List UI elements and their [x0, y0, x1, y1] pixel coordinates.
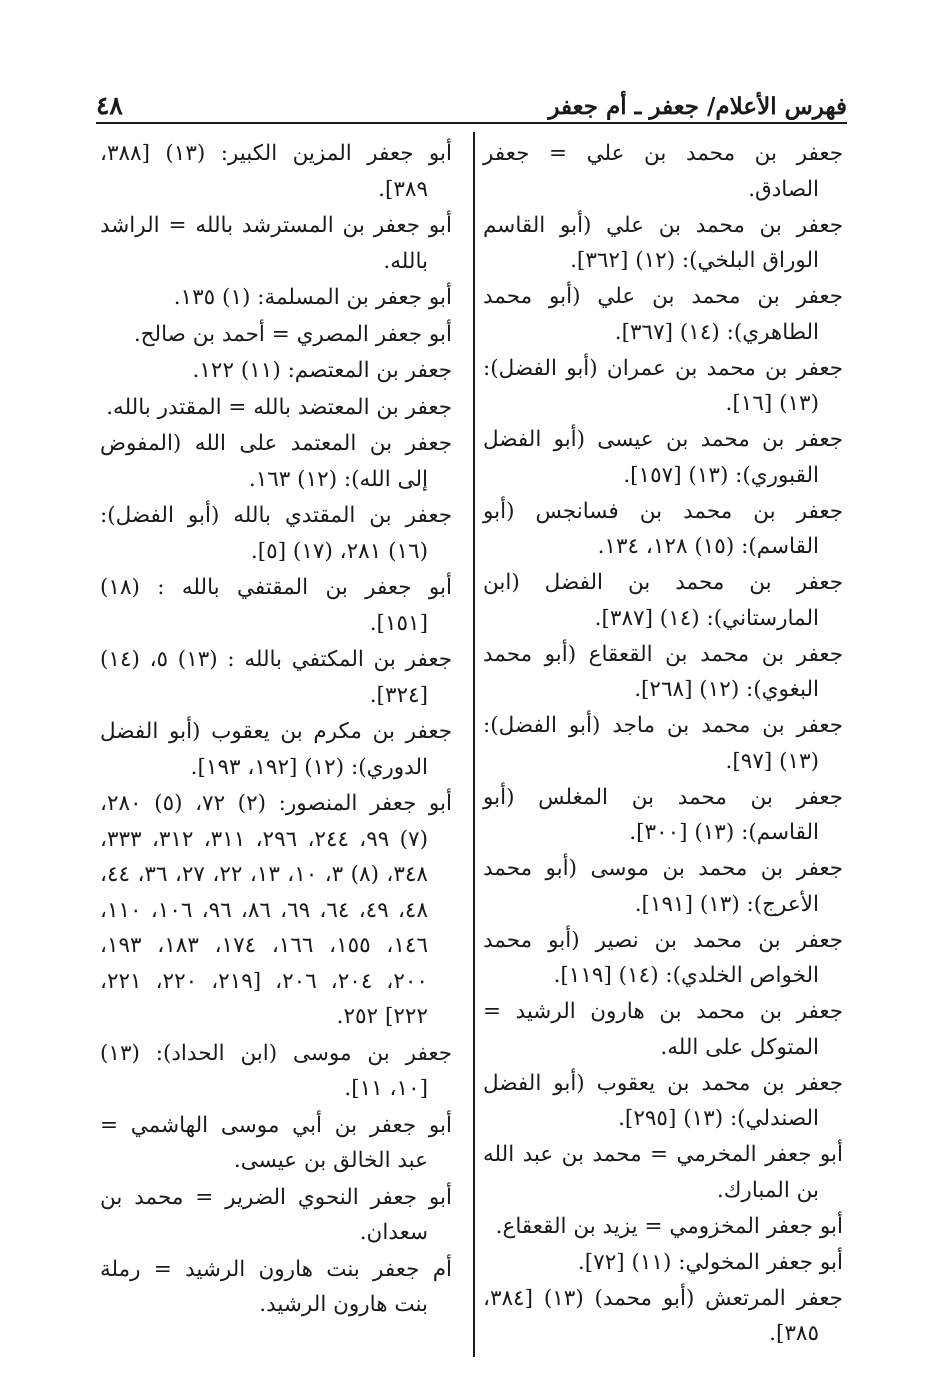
column-divider: [473, 132, 475, 1357]
index-entry: جعفر بن محمد بن علي = جعفر الصادق.: [483, 141, 843, 202]
index-entry: أبو جعفر بن أبي موسى الهاشمي = عبد الخالق بن عيسى.: [100, 1112, 452, 1173]
index-entry: جعفر بن محمد بن يعقوب (أبو الفضل الصندلي): (١٣) [٢٩٥].: [483, 1070, 843, 1131]
index-entry: أبو جعفر المخرمي = محمد بن عبد الله بن المبارك.: [483, 1142, 843, 1203]
index-entry: أبو جعفر بن المسلمة: (١) ١٣٥.: [173, 285, 452, 310]
index-entry: أبو جعفر المخزومي = يزيد بن القعقاع.: [495, 1213, 843, 1239]
index-entry: أم جعفر بنت هارون الرشيد = رملة بنت هارون الرشيد.: [100, 1256, 452, 1317]
index-entry: جعفر بن مكرم بن يعقوب (أبو الفضل الدوري): (١٢) [١٩٢، ١٩٣].: [100, 719, 452, 780]
index-entry: جعفر بن محمد بن ماجد (أبو الفضل): (١٣) [٩٧].: [483, 713, 843, 774]
index-entry: أبو جعفر المصري = أحمد بن صالح.: [133, 321, 452, 347]
index-entry: أبو جعفر المخولي: (١١) [٧٢].: [577, 1249, 843, 1275]
index-entry: جعفر بن محمد بن القعقاع (أبو محمد البغوي): (١٢) [٢٦٨].: [483, 641, 843, 702]
index-entry: جعفر بن محمد بن عيسى (أبو الفضل القبوري): (١٣) [١٥٧].: [483, 427, 843, 488]
index-entry: جعفر بن محمد بن عمران (أبو الفضل): (١٣) [١٦].: [483, 355, 843, 416]
index-entry: جعفر بن محمد بن فسانجس (أبو القاسم): (١٥) ١٢٨، ١٣٤.: [483, 498, 843, 559]
index-entry: أبو جعفر المنصور: (٢) ٧٢، (٥) ٢٨٠، (٧) ٩٩، ٢٤٤، ٢٩٦، ٣١١، ٣١٢، ٣٣٣، ٣٤٨، (٨) ٣، ١٠، ١٣، ٢٢، ٢٧، ٣٦، ٤٤، ٤٨، ٤٩، ٦٤، ٦٩، ٨٦، ٩٦، ١٠٦، ١١٠، ١٤٦، ١٥٥، ١٦٦، ١٧٤، ١٨٣، ١٩٣، ٢٠٠، ٢٠٤، ٢٠٦، [٢١٩، ٢٢٠، ٢٢١، ٢٢٢] ٢٥٢.: [100, 791, 452, 1029]
index-entry: جعفر بن محمد بن الفضل (ابن المارستاني): (١٤) [٣٨٧].: [483, 570, 843, 631]
left-column: [100, 136, 452, 1324]
index-entry: أبو جعفر المزين الكبير: (١٣) [٣٨٨، ٣٨٩].: [100, 141, 452, 202]
index-entry: أبو جعفر بن المسترشد بالله = الراشد بالله.: [100, 213, 452, 274]
index-entry: جعفر المرتعش (أبو محمد) (١٣) [٣٨٤، ٣٨٥].: [483, 1285, 843, 1346]
index-entry: جعفر بن محمد بن علي (أبو القاسم الوراق البلخي): (١٢) [٣٦٢].: [483, 212, 843, 273]
index-entry: جعفر بن المعتضد بالله = المقتدر بالله.: [106, 394, 452, 420]
index-entry: جعفر بن المكتفي بالله : (١٣) ٥، (١٤) [٣٢٤].: [100, 647, 452, 708]
index-entry: جعفر بن محمد بن المغلس (أبو القاسم): (١٣) [٣٠٠].: [483, 784, 843, 845]
index-entry: جعفر بن المقتدي بالله (أبو الفضل): (١٦) ٢٨١، (١٧) [٥].: [100, 503, 452, 564]
running-title: فهرس الأعلام/ جعفر ـ أم جعفر: [548, 93, 847, 120]
index-entry: جعفر بن محمد بن نصير (أبو محمد الخواص الخلدي): (١٤) [١١٩].: [483, 927, 843, 988]
index-entry: جعفر بن محمد بن موسى (أبو محمد الأعرج): (١٣) [١٩١].: [483, 856, 843, 917]
page-number: ٤٨: [96, 91, 123, 120]
index-entry: جعفر بن المعتمد على الله (المفوض إلى الله): (١٢) ١٦٣.: [100, 431, 452, 492]
page-header: [96, 68, 847, 124]
index-entry: جعفر بن المعتصم: (١١) ١٢٢.: [192, 358, 452, 383]
index-entry: أبو جعفر بن المقتفي بالله : (١٨) [١٥١].: [100, 575, 452, 636]
index-entry: جعفر بن محمد بن علي (أبو محمد الطاهري): (١٤) [٣٦٧].: [483, 284, 843, 345]
right-column: [483, 136, 843, 1352]
index-entry: جعفر بن موسى (ابن الحداد): (١٣) [١٠، ١١].: [100, 1040, 452, 1101]
index-entry: جعفر بن محمد بن هارون الرشيد = المتوكل على الله.: [483, 999, 843, 1060]
index-entry: أبو جعفر النحوي الضرير = محمد بن سعدان.: [100, 1184, 452, 1245]
